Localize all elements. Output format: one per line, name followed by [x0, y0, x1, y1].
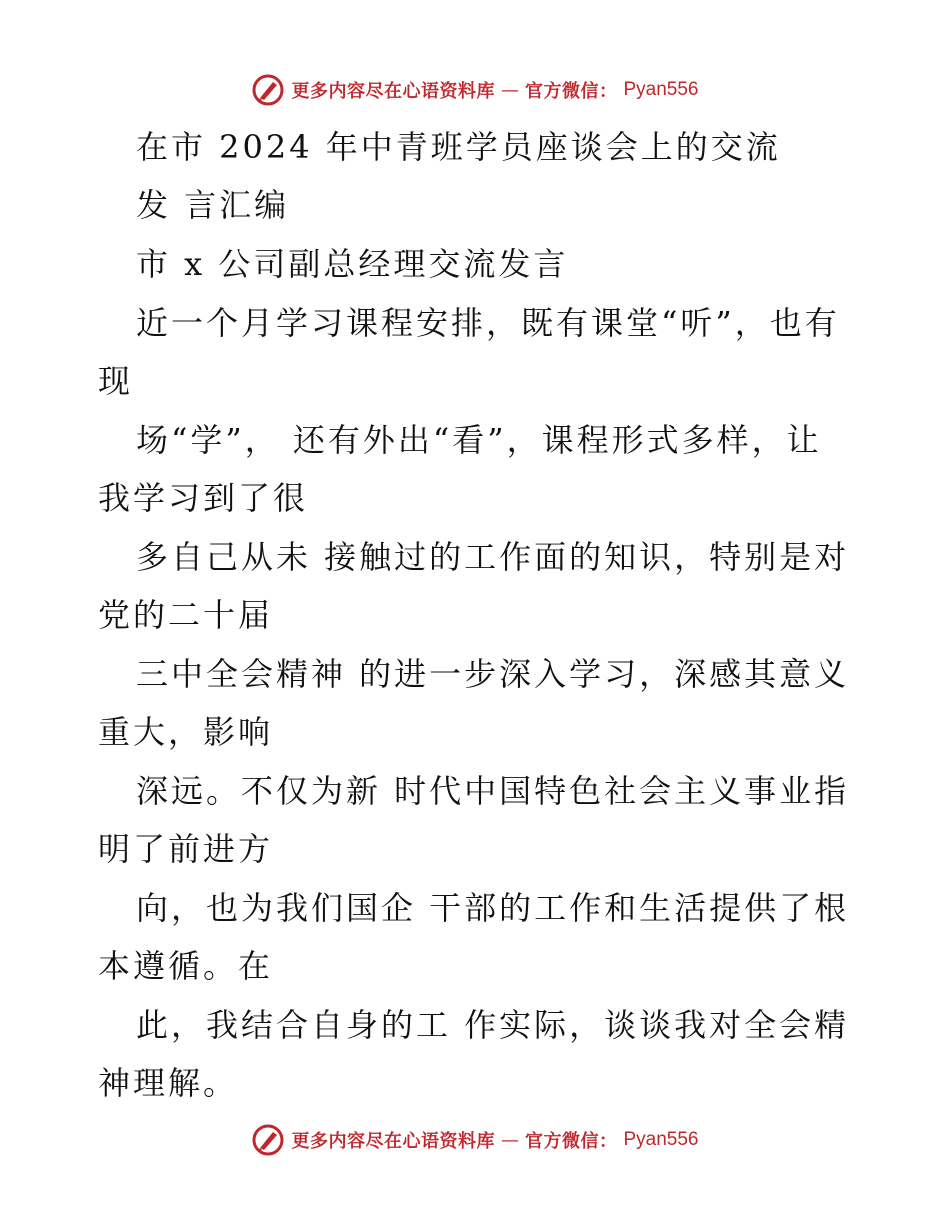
paragraph-line: 现	[98, 362, 134, 400]
pen-circle-icon	[251, 73, 285, 107]
footer-watermark	[0, 1120, 950, 1160]
paragraph-line: 近一个月学习课程安排，既有课堂“听”，也有	[136, 304, 840, 342]
paragraph-line: 明了前进方	[98, 830, 274, 868]
watermark-separator: —	[500, 1129, 519, 1151]
watermark-separator: —	[500, 79, 519, 101]
paragraph-line: 场“学”， 还有外出“看”，课程形式多样，让	[136, 421, 822, 459]
watermark-label: 官方微信：	[524, 81, 618, 102]
paragraph-line: 神理解。	[98, 1064, 239, 1102]
doc-title-line-2: 发 言汇编	[136, 186, 290, 224]
paragraph-line: 本遵循。在	[98, 947, 274, 985]
paragraph-line: 此，我结合自身的工 作实际，谈谈我对全会精	[136, 1006, 850, 1044]
paragraph-line: 多自己从未 接触过的工作面的知识，特别是对	[136, 538, 850, 576]
watermark-text: 更多内容尽在心语资料库	[291, 81, 495, 102]
pen-circle-icon	[251, 1123, 285, 1157]
paragraph-line: 重大，影响	[98, 713, 274, 751]
watermark-text: 更多内容尽在心语资料库	[291, 1131, 495, 1152]
paragraph-line: 我学习到了很	[98, 479, 309, 517]
paragraph-line: 党的二十届	[98, 596, 274, 634]
watermark-account: Pyan556	[623, 1129, 699, 1150]
doc-subtitle: 市 x 公司副总经理交流发言	[136, 245, 569, 283]
header-watermark	[0, 70, 950, 110]
paragraph-line: 深远。不仅为新 时代中国特色社会主义事业指	[136, 772, 850, 810]
paragraph-line: 向，也为我们国企 干部的工作和生活提供了根	[136, 889, 850, 927]
watermark-account: Pyan556	[623, 79, 699, 100]
paragraph-line: 三中全会精神 的进一步深入学习，深感其意义	[136, 655, 850, 693]
watermark-label: 官方微信：	[524, 1131, 618, 1152]
doc-title-line-1: 在市 2024 年中青班学员座谈会上的交流	[136, 128, 781, 166]
